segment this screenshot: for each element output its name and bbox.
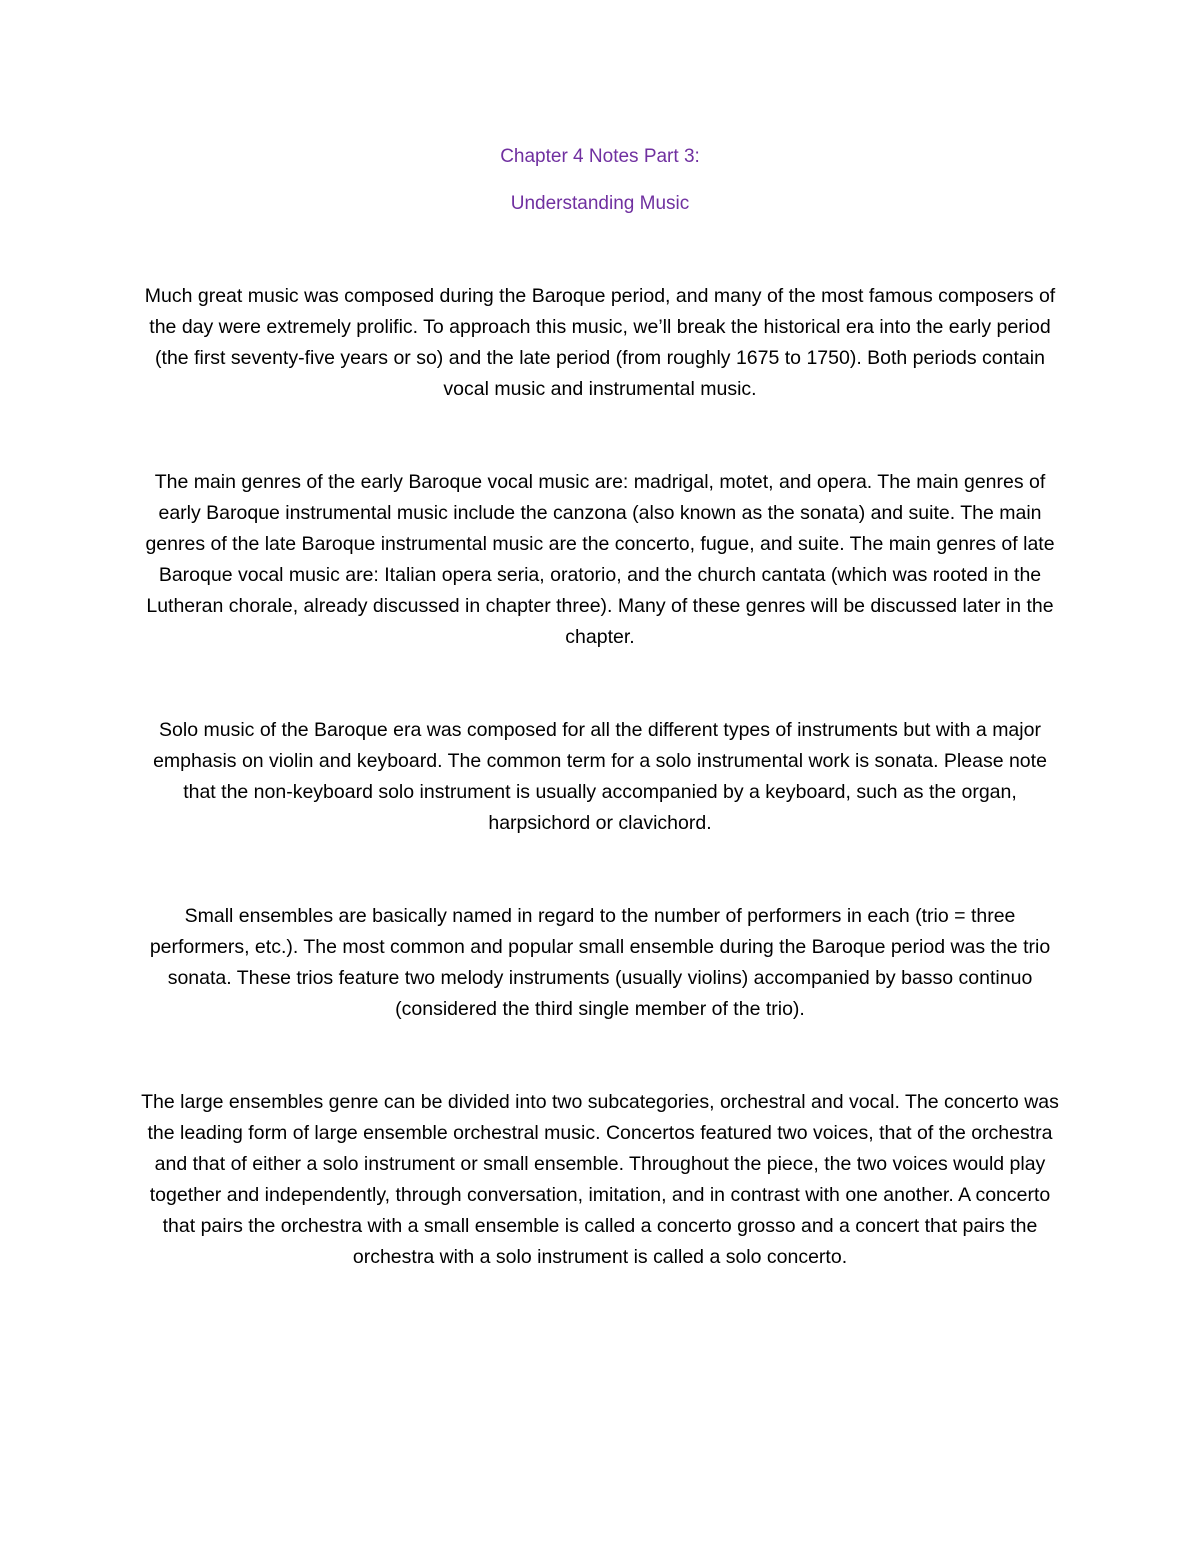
document-title: Chapter 4 Notes Part 3: (500, 146, 700, 167)
document-body (140, 141, 1060, 1273)
paragraph-baroque-periods: Much great music was composed during the Baroque period, and many of the most famous composers of the day were extremely prolific. To approach this music, we’ll break the historical era into the early period (the first seventy-five years or so) and the late period (from roughly 1675 to 1750). Both periods contain vocal music and instrumental music. (144, 285, 1056, 400)
document-subtitle: Understanding Music (510, 193, 690, 214)
paragraph-main-genres: The main genres of the early Baroque vocal music are: madrigal, motet, and opera. The main genres of early Baroque instrumental music include the canzona (also known as the sonata) and suite. The main genres of the late Baroque instrumental music are the concerto, fugue, and suite. The main genres of late Baroque vocal music are: Italian opera seria, oratorio, and the church cantata (which was rooted in the Lutheran chorale, already discussed in chapter three). Many of these genres will be discussed later in the chapter. (145, 471, 1055, 648)
paragraph-small-ensembles: Small ensembles are basically named in regard to the number of performers in each (trio = three performers, etc.). The most common and popular small ensemble during the Baroque period was the trio sonata. These trios feature two melody instruments (usually violins) accompanied by basso continuo (considered the third single member of the trio). (149, 905, 1051, 1020)
paragraph-solo-music: Solo music of the Baroque era was composed for all the different types of instruments but with a major emphasis on violin and keyboard. The common term for a solo instrumental work is sonata. Please note that the non-keyboard solo instrument is usually accompanied by a keyboard, such as the organ, harpsichord or clavichord. (153, 719, 1047, 834)
paragraph-large-ensembles: The large ensembles genre can be divided into two subcategories, orchestral and vocal. The concerto was the leading form of large ensemble orchestral music. Concertos featured two voices, that of the orchestra and that of either a solo instrument or small ensemble. Throughout the piece, the two voices would play together and independently, through conversation, imitation, and in contrast with one another. A concerto that pairs the orchestra with a small ensemble is called a concerto grosso and a concert that pairs the orchestra with a solo instrument is called a solo concerto. (141, 1091, 1059, 1268)
